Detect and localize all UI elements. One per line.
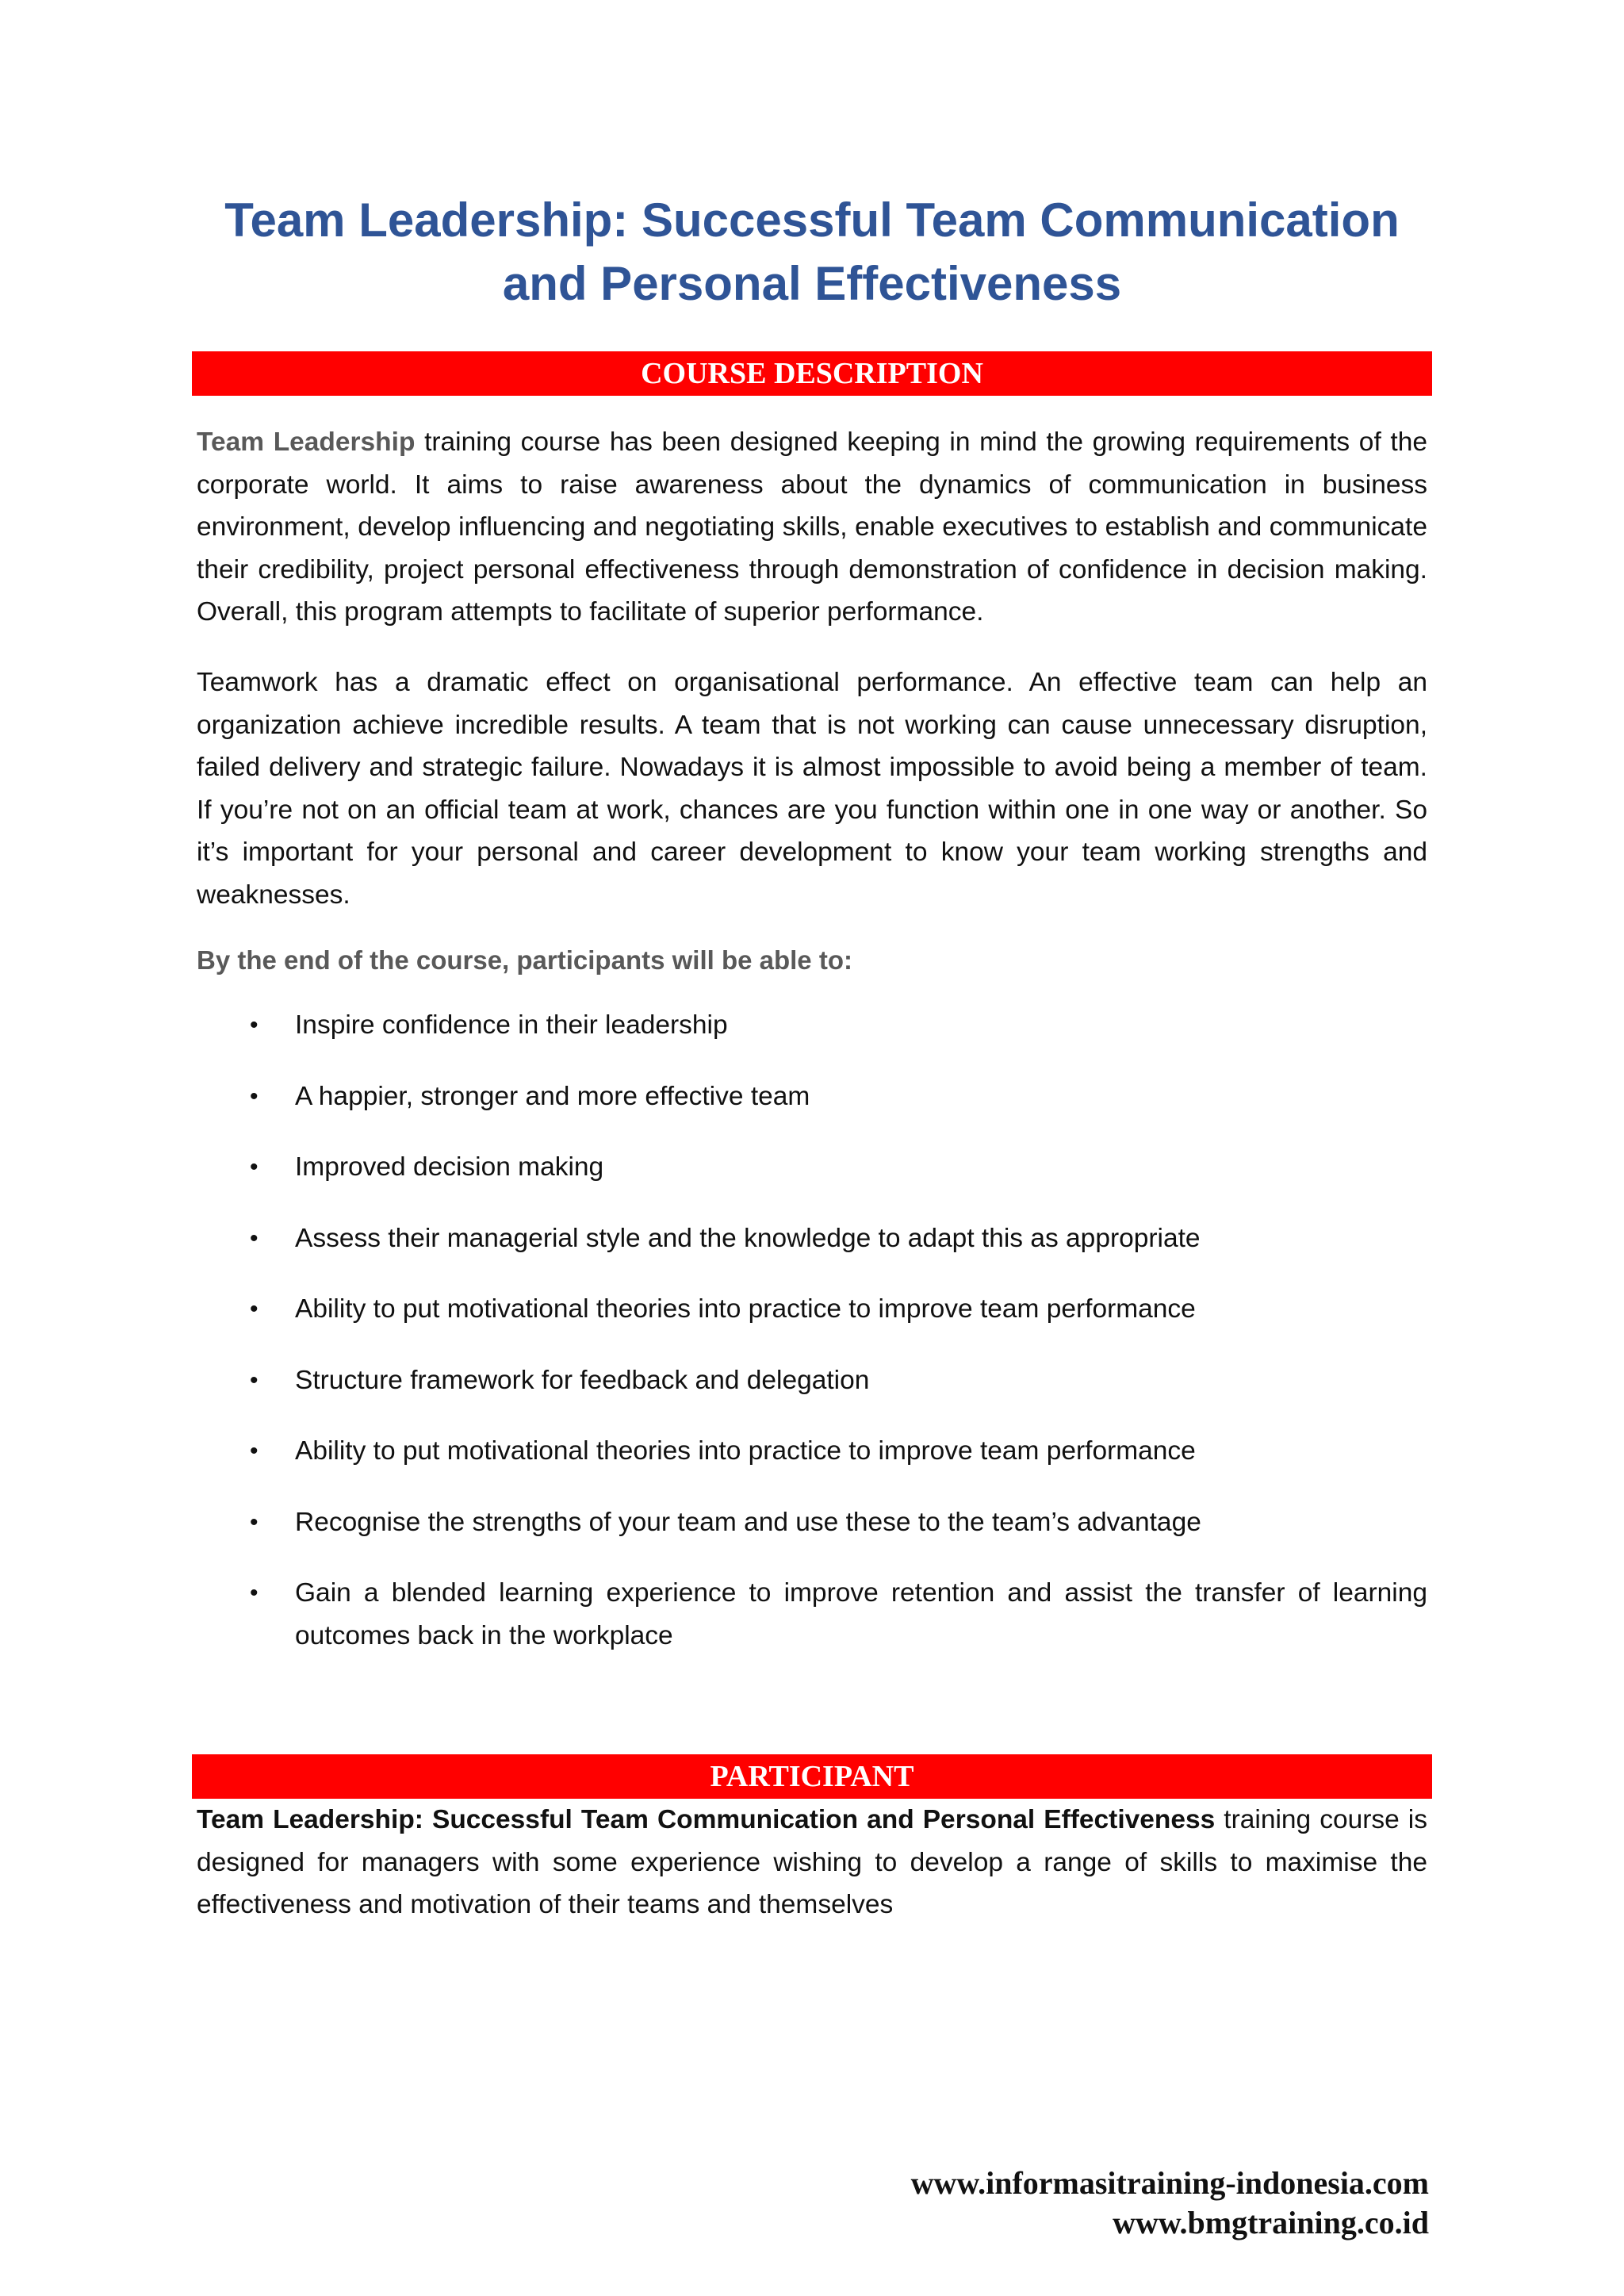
outcome-text: A happier, stronger and more effective team (295, 1081, 810, 1111)
course-description-paragraph-1 (197, 421, 1427, 634)
participant-text: training course is designed for managers with some experience wishing to develop a range of skills to maximise the effectiveness and motivation of their teams and themselves (197, 1805, 1427, 1919)
outcome-item (197, 1004, 1427, 1047)
outcomes-heading: By the end of the course, participants will be able to: (197, 945, 852, 975)
page-title (190, 189, 1434, 316)
bullet-icon: • (250, 1580, 259, 1606)
footer-link-bmgtraining[interactable]: www.bmgtraining.co.id (1113, 2205, 1429, 2240)
bullet-icon: • (250, 1154, 259, 1180)
outcomes-list (197, 1004, 1427, 1685)
bullet-icon: • (250, 1296, 259, 1322)
outcome-item (197, 1217, 1427, 1260)
footer-link-informasitraining[interactable]: www.informasitraining-indonesia.com (910, 2165, 1429, 2201)
outcome-text: Assess their managerial style and the knowledge to adapt this as appropriate (295, 1223, 1201, 1253)
outcome-text: Ability to put motivational theories into practice to improve team performance (295, 1436, 1196, 1466)
outcome-text: Recognise the strengths of your team and use these to the team’s advantage (295, 1507, 1201, 1537)
bullet-icon: • (250, 1366, 259, 1393)
page-title-line-1: Team Leadership: Successful Team Communication (224, 194, 1400, 247)
outcome-item (197, 1359, 1427, 1402)
course-name-lead-in: Team Leadership (197, 427, 416, 457)
outcome-text: Structure framework for feedback and delegation (295, 1365, 870, 1395)
outcome-item (197, 1288, 1427, 1331)
outcome-text: Gain a blended learning experience to improve retention and assist the transfer of learning outcomes back in the workplace (295, 1578, 1427, 1650)
course-description-text-1: training course has been designed keeping in mind the growing requirements of the corporate world. It aims to raise awareness about the dynamics of communication in business environment, develop influencing and negotiating skills, enable executives to establish and communicate their credibility, project personal effectiveness through demonstration of confidence in decision making. Overall, this program attempts to facilitate of superior performance. (197, 427, 1427, 627)
bullet-icon: • (250, 1438, 259, 1464)
footer-links (911, 2164, 1429, 2243)
participant-paragraph (197, 1799, 1427, 1926)
outcome-item (197, 1430, 1427, 1473)
bullet-icon: • (250, 1083, 259, 1110)
bullet-icon: • (250, 1225, 259, 1251)
course-description-banner: COURSE DESCRIPTION (192, 351, 1432, 396)
outcome-text: Inspire confidence in their leadership (295, 1010, 728, 1040)
participant-course-name: Team Leadership: Successful Team Communication and Personal Effectiveness (197, 1805, 1216, 1834)
outcome-item (197, 1146, 1427, 1189)
bullet-icon: • (250, 1012, 259, 1038)
outcome-text: Ability to put motivational theories into practice to improve team performance (295, 1294, 1196, 1324)
course-description-paragraph-2: Teamwork has a dramatic effect on organisational performance. An effective team can help an organization achieve incredible results. A team that is not working can cause unnecessary disruption, failed delivery and strategic failure. Nowadays it is almost impossible to avoid being a member of team. If you’re not on an official team at work, chances are you function within one in one way or another. So it’s important for your personal and career development to know your team working strengths and weaknesses. (197, 668, 1427, 910)
outcome-item (197, 1075, 1427, 1118)
page-title-line-2: and Personal Effectiveness (502, 257, 1122, 310)
outcome-item (197, 1572, 1427, 1657)
outcome-text: Improved decision making (295, 1152, 604, 1182)
outcome-item (197, 1501, 1427, 1544)
bullet-icon: • (250, 1508, 259, 1535)
participant-banner: PARTICIPANT (192, 1754, 1432, 1799)
